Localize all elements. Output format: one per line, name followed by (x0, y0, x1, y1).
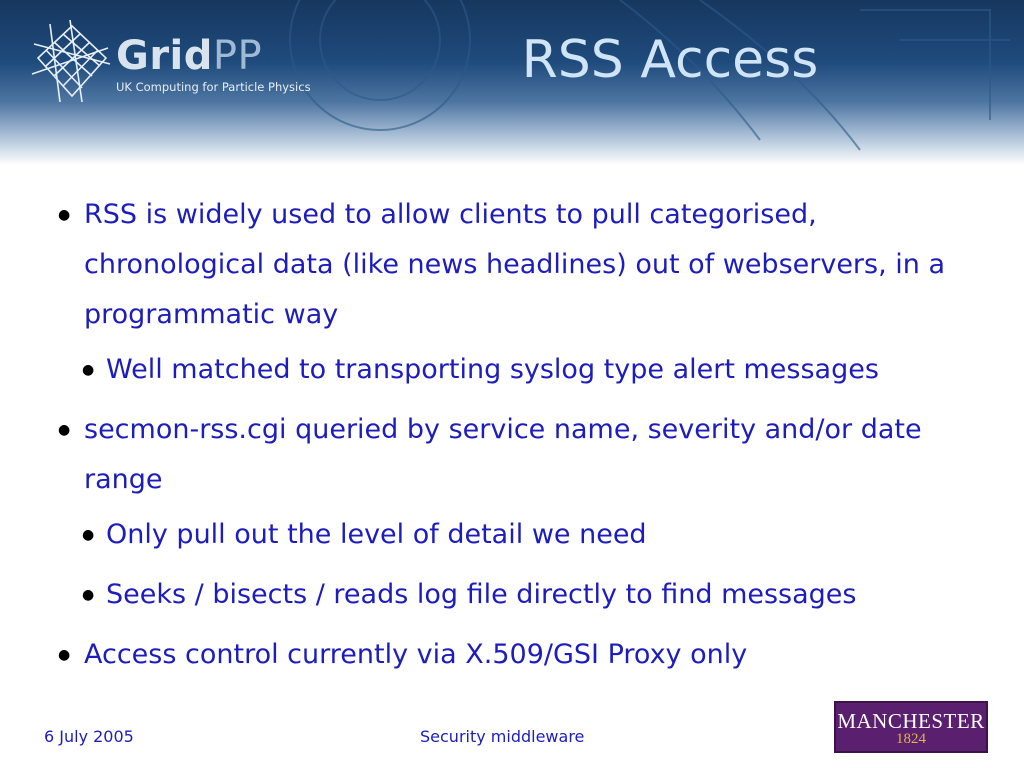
bullet-dot-icon: ● (58, 422, 71, 438)
bullet-dot-icon: ● (58, 647, 71, 663)
gridpp-tagline: UK Computing for Particle Physics (116, 80, 311, 94)
gridpp-word-pp: PP (212, 33, 263, 79)
manchester-logo-year: 1824 (896, 731, 926, 747)
footer-title: Security middleware (420, 727, 585, 746)
bullet-item (58, 190, 998, 340)
sub-bullet-item (58, 570, 998, 620)
bullet-dot-icon: ● (58, 207, 71, 223)
manchester-logo (834, 701, 988, 753)
gridpp-mesh-icon (30, 18, 112, 104)
slide-title: RSS Access (521, 30, 819, 90)
bullet-text: Well matched to transporting syslog type alert messages (106, 354, 879, 385)
bullet-dot-icon: ● (82, 362, 95, 378)
bullet-text: secmon-rss.cgi queried by service name, severity and/or date range (84, 414, 922, 495)
slide-header (0, 0, 1024, 165)
bullet-text: Only pull out the level of detail we need (106, 519, 647, 550)
sub-bullet-item (58, 510, 998, 560)
bullet-item (58, 405, 998, 505)
footer-date: 6 July 2005 (44, 727, 134, 746)
manchester-logo-name: MANCHESTER (837, 709, 985, 733)
bullet-dot-icon: ● (82, 527, 95, 543)
gridpp-wordmark (116, 34, 262, 78)
bullet-text: Seeks / bisects / reads log file directly to find messages (106, 579, 857, 610)
bullet-text: Access control currently via X.509/GSI Proxy only (84, 639, 748, 670)
gridpp-word-grid: Grid (116, 33, 213, 79)
bullet-list (58, 190, 998, 685)
bullet-item (58, 630, 998, 680)
sub-bullet-item (58, 345, 998, 395)
bullet-dot-icon: ● (82, 587, 95, 603)
bullet-text: RSS is widely used to allow clients to pull categorised, chronological data (like news headlines) out of webservers, in a programmatic way (84, 199, 946, 330)
gridpp-logo (30, 18, 330, 108)
